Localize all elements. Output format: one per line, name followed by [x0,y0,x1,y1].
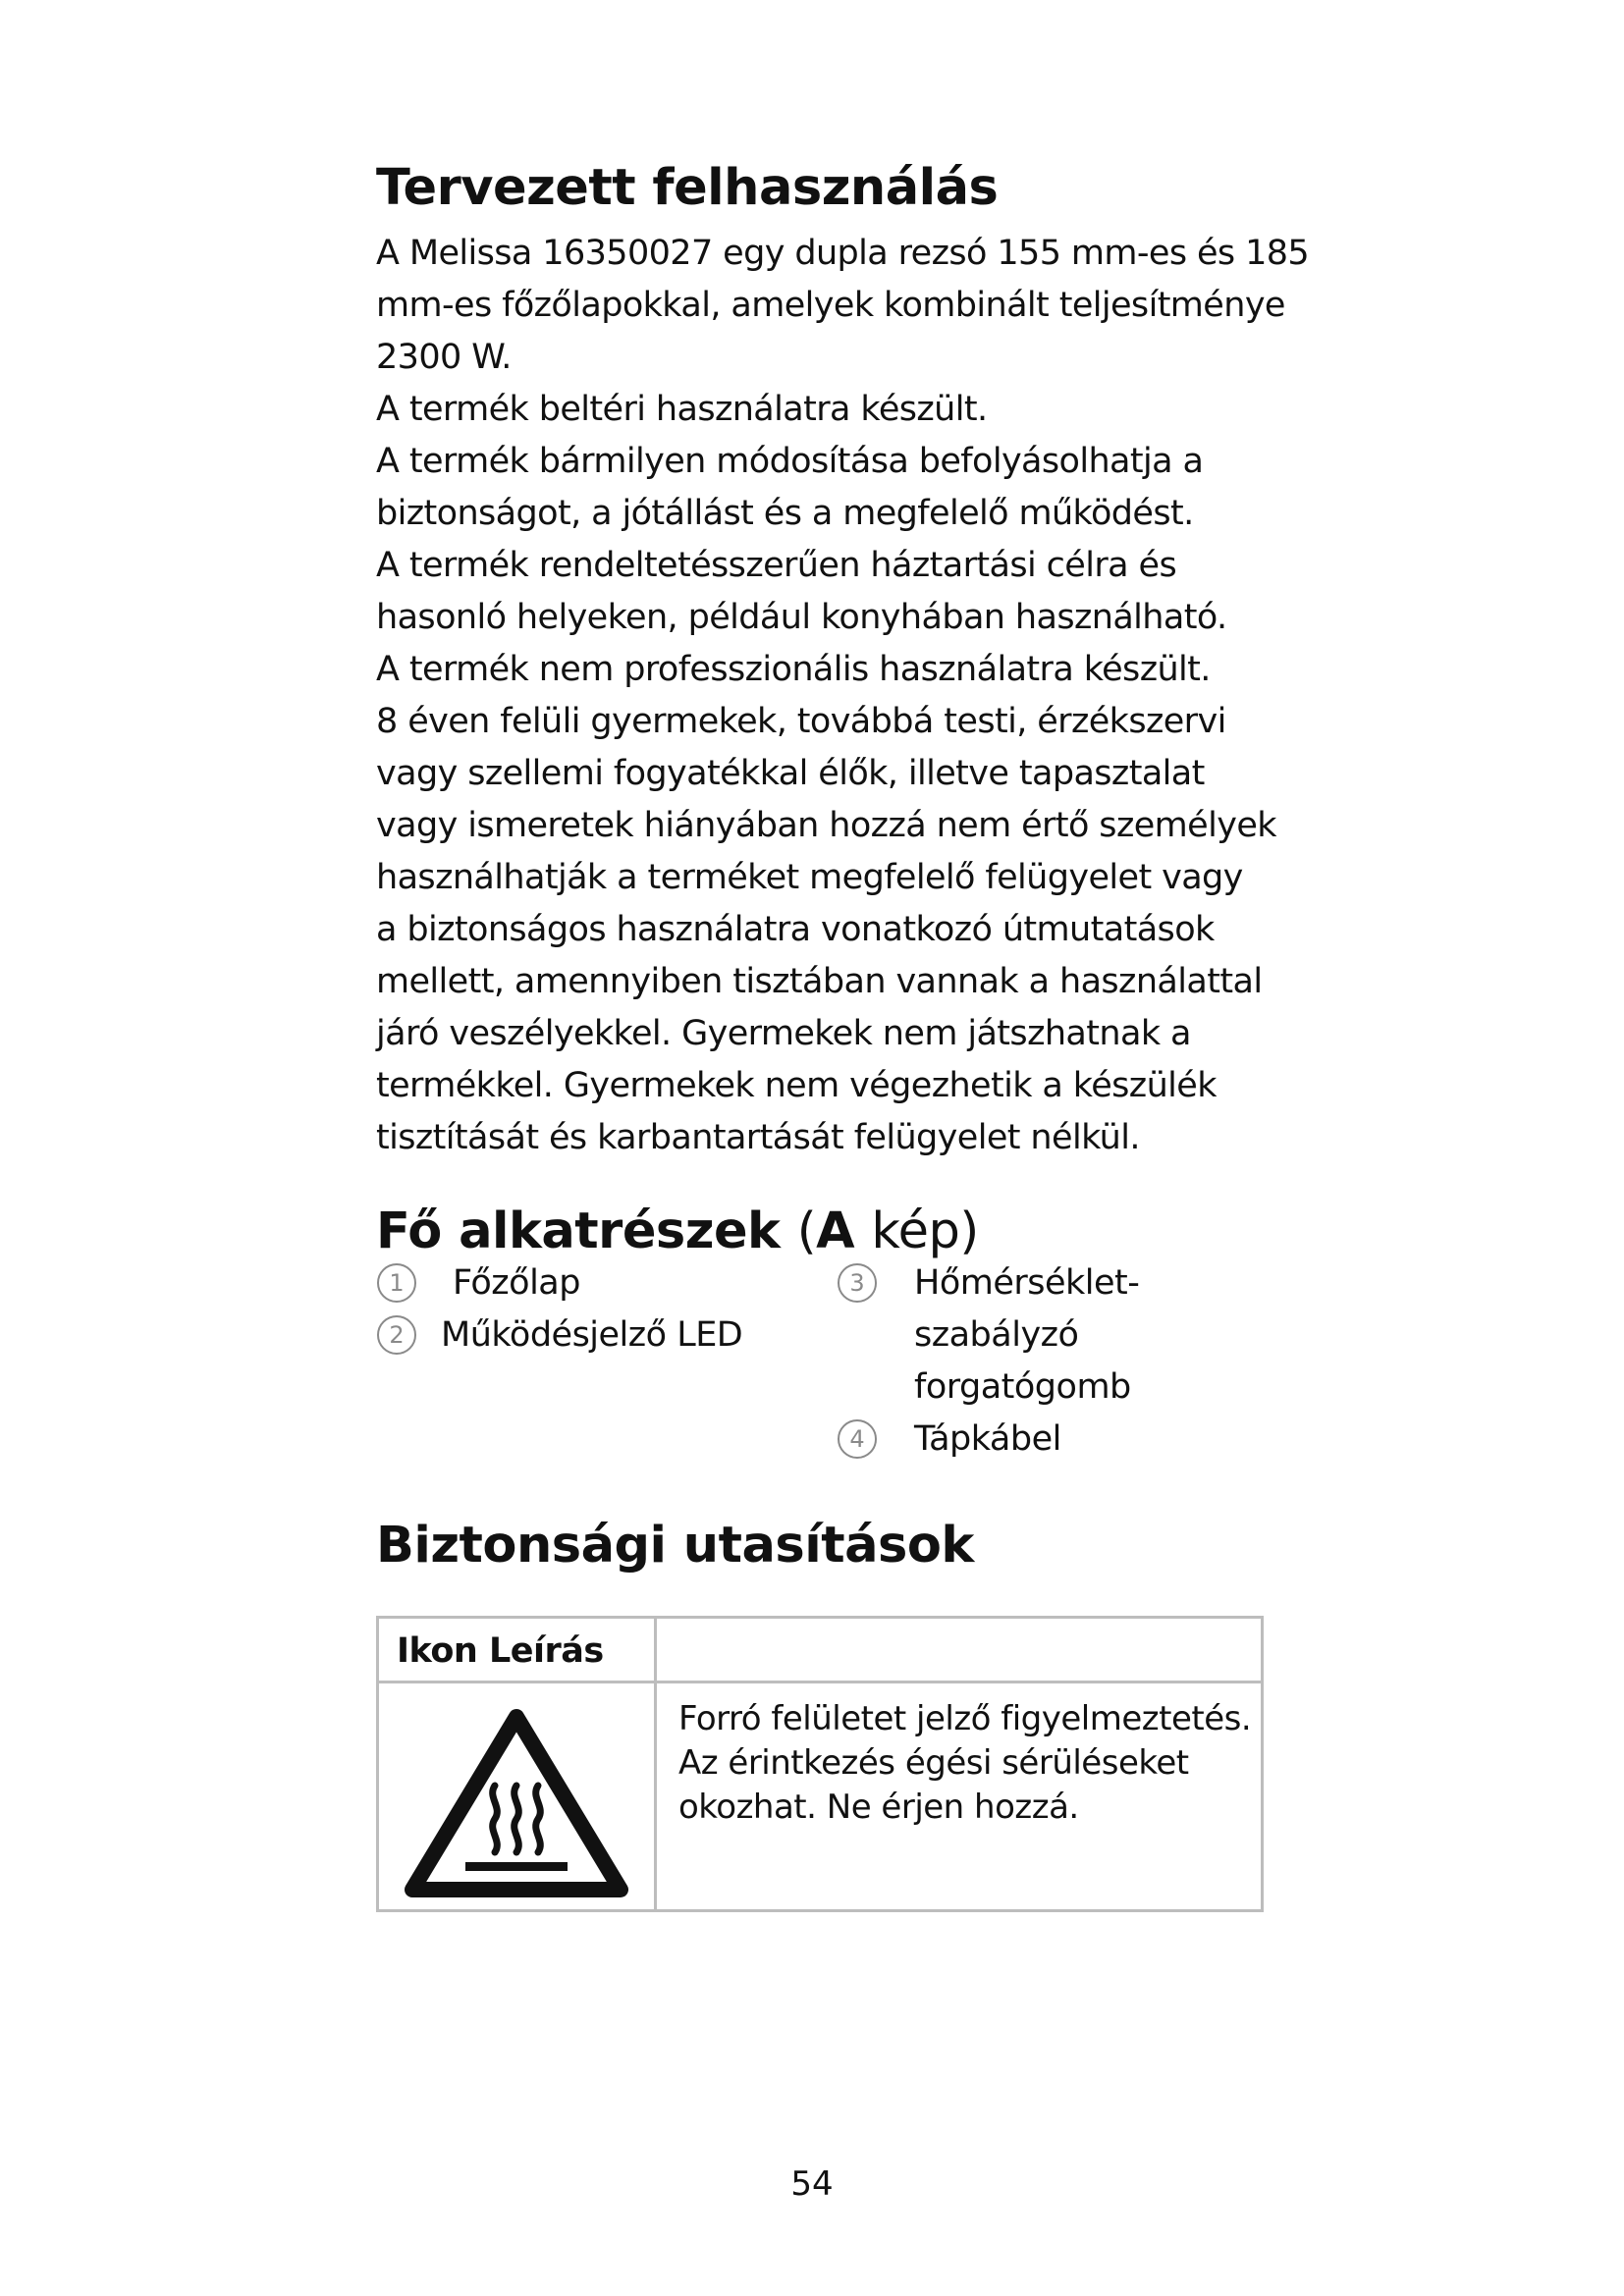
text-line: A termék nem professzionális használatra készült. [376,650,1211,689]
text-line: mellett, amennyiben tisztában vannak a használattal [376,962,1263,1001]
description-line: okozhat. Ne érjen hozzá. [678,1788,1079,1827]
text-line: vagy ismeretek hiányában hozzá nem értő személyek [376,806,1276,845]
part-label-thermostat-line1: Hőmérséklet- [914,1263,1140,1303]
title-paren-open: ( [796,1202,817,1260]
text-line: 8 éven felüli gyermekek, továbbá testi, érzékszervi [376,702,1226,741]
section-title-main-parts [376,1202,979,1261]
text-line: vagy szellemi fogyatékkal élők, illetve tapasztalat [376,754,1205,793]
text-line: biztonságot, a jótállást és a megfelelő működést. [376,494,1194,533]
page-number: 54 [790,2164,834,2204]
text-line: A Melissa 16350027 egy dupla rezsó 155 mm-es és 185 [376,234,1310,273]
figure-letter: A [816,1202,855,1260]
safety-table [376,1616,1264,1912]
callout-number-1: 1 [377,1263,416,1303]
text-line: termékkel. Gyermekek nem végezhetik a készülék [376,1066,1217,1105]
text-line: 2300 W. [376,338,512,377]
section-title-safety: Biztonsági utasítások [376,1517,974,1575]
text-line: járó veszélyekkel. Gyermekek nem játszhatnak a [376,1014,1191,1053]
hot-surface-warning-icon [393,1695,640,1903]
warning-description [678,1697,1258,1830]
text-line: tisztítását és karbantartását felügyelet nélkül. [376,1118,1140,1157]
text-line: A termék beltéri használatra készült. [376,390,988,429]
part-label-hob: Főzőlap [453,1263,580,1303]
text-line: használhatják a terméket megfelelő felügyelet vagy [376,858,1243,897]
text-line: A termék rendeltetésszerűen háztartási célra és [376,546,1177,585]
text-line: mm-es főzőlapokkal, amelyek kombinált teljesítménye [376,286,1285,325]
intended-use-paragraph [376,228,1310,1164]
text-line: hasonló helyeken, például konyhában használható. [376,598,1227,637]
section-title-intended-use: Tervezett felhasználás [376,159,999,217]
table-header: Ikon Leírás [397,1631,604,1671]
title-bold: Fő alkatrészek [376,1202,781,1260]
text-line: A termék bármilyen módosítása befolyásolhatja a [376,442,1204,481]
description-line: Forró felületet jelző figyelmeztetés. [678,1699,1252,1738]
part-label-thermostat-line2: szabályzó [914,1315,1079,1355]
table-divider-vertical [654,1619,657,1909]
description-line: Az érintkezés égési sérüléseket [678,1743,1189,1783]
title-figure-ref: kép) [871,1202,979,1260]
part-label-thermostat-line3: forgatógomb [914,1367,1131,1407]
callout-number-4: 4 [838,1419,877,1459]
callout-number-2: 2 [377,1315,416,1355]
part-label-power-cord: Tápkábel [914,1419,1061,1459]
part-label-led: Működésjelző LED [441,1315,743,1355]
callout-number-3: 3 [838,1263,877,1303]
table-divider-horizontal [379,1681,1261,1683]
text-line: a biztonságos használatra vonatkozó útmutatások [376,910,1215,949]
